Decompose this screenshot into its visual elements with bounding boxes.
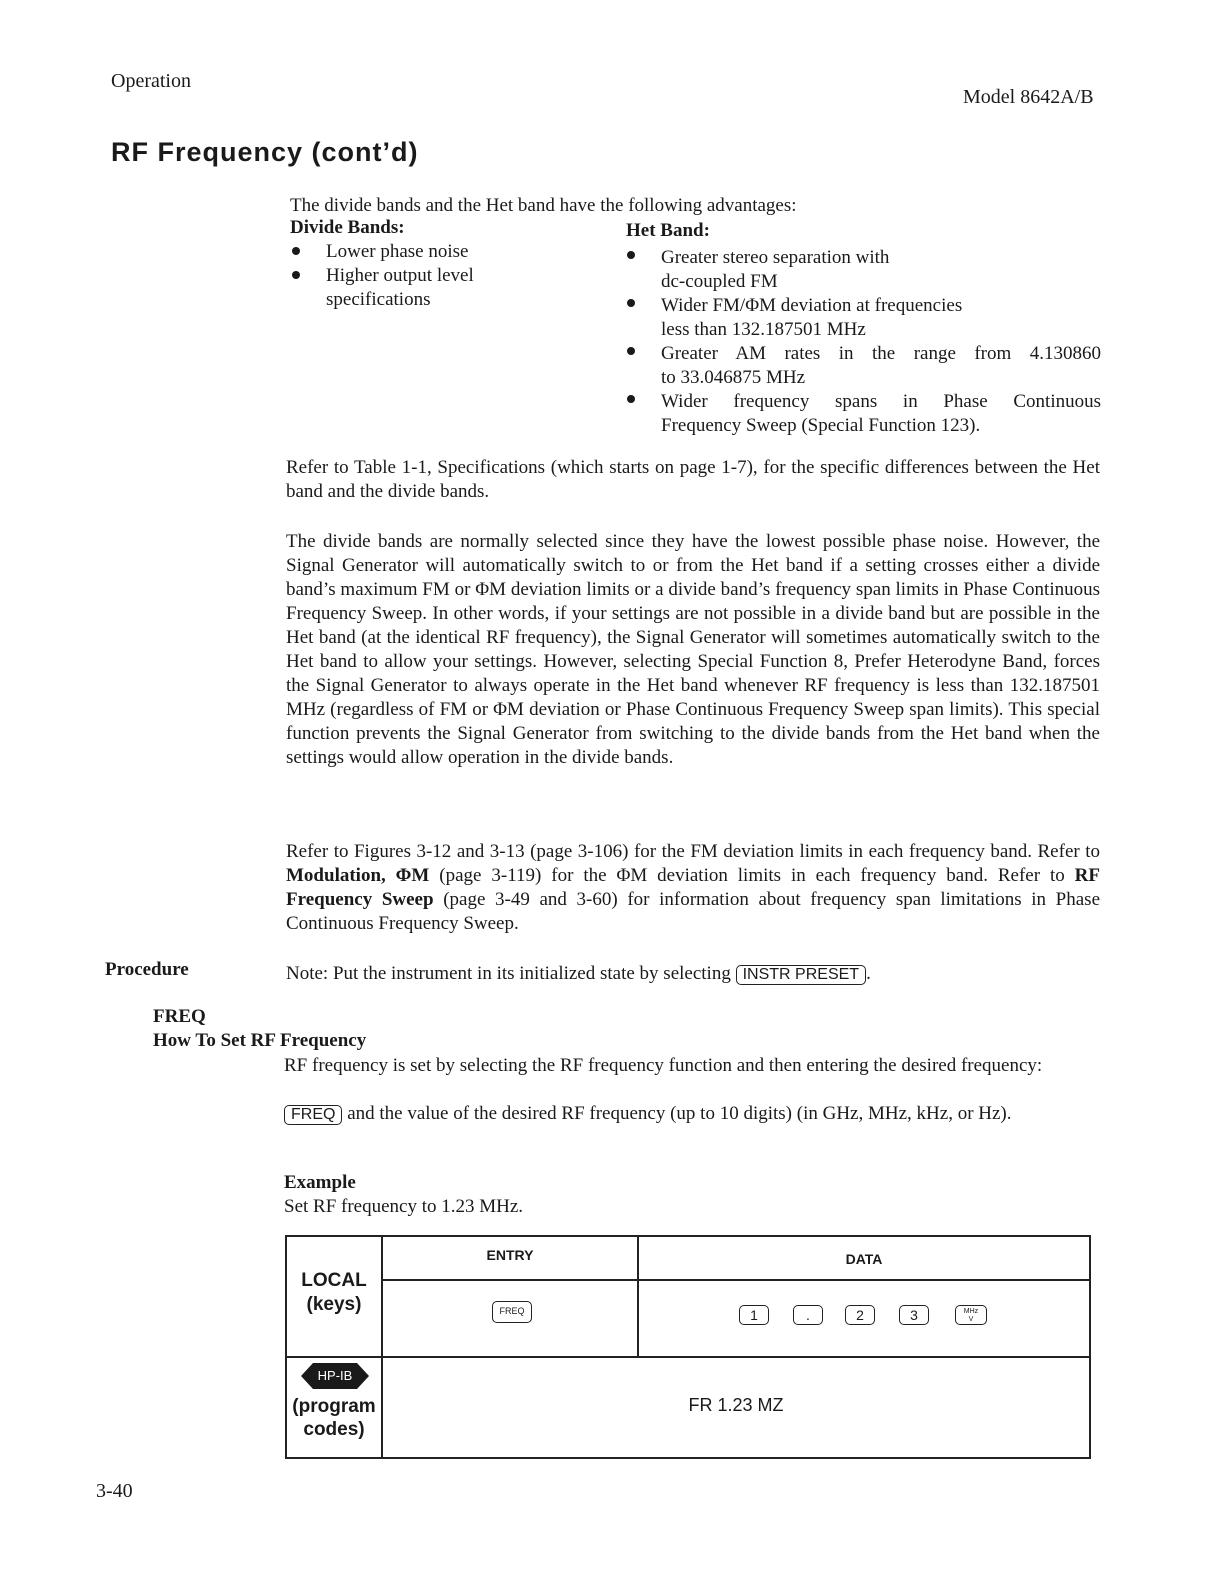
bullet-icon: [292, 271, 300, 279]
link-rf-frequency-sweep: RF Frequency Sweep: [286, 865, 1100, 910]
bullet-icon: [292, 247, 300, 255]
digit-key-3[interactable]: 3: [899, 1305, 929, 1325]
page-number: 3-40: [96, 1480, 133, 1502]
divide-bands-heading: Divide Bands:: [290, 217, 405, 238]
intro-text: The divide bands and the Het band have the following advantages:: [290, 195, 797, 216]
program-codes-label: [287, 1395, 381, 1441]
program-label: (program: [292, 1396, 376, 1417]
local-label: LOCAL: [301, 1270, 367, 1291]
mhz-unit-key-top: MHz: [963, 1308, 979, 1315]
divide-item-2-cont: specifications: [326, 289, 431, 310]
data-header: DATA: [845, 1251, 883, 1267]
divide-item-1: Lower phase noise: [326, 241, 469, 262]
mhz-unit-key-bottom: V: [968, 1316, 974, 1323]
entry-header: ENTRY: [486, 1247, 534, 1263]
het-item-3-cont: to 33.046875 MHz: [661, 367, 806, 388]
example-heading: Example: [284, 1172, 356, 1193]
digit-key-2[interactable]: 2: [845, 1305, 875, 1325]
local-keys-label: [287, 1269, 381, 1317]
para3-text-2: (page 3-119) for the ΦM deviation limits in each frequency band. Refer to: [429, 865, 1075, 886]
freq-key[interactable]: FREQ: [284, 1105, 342, 1125]
decimal-point-key[interactable]: .: [793, 1305, 823, 1325]
het-item-1: Greater stereo separation with: [661, 247, 890, 268]
bullet-icon: [627, 347, 635, 355]
freq-label: FREQ: [153, 1006, 206, 1027]
het-item-4-cont: Frequency Sweep (Special Function 123).: [661, 415, 981, 436]
link-modulation-phim: Modulation, ΦM: [286, 865, 430, 886]
het-item-2: Wider FM/ΦM deviation at frequencies: [661, 295, 963, 316]
codes-label: codes): [303, 1419, 365, 1440]
het-item-2-cont: less than 132.187501 MHz: [661, 319, 866, 340]
page-title: RF Frequency (cont’d): [111, 137, 419, 167]
para3-text-1: Refer to Figures 3-12 and 3-13 (page 3-106) for the FM deviation limits in each frequency band. Refer to: [286, 841, 1100, 862]
divide-item-2: Higher output level: [326, 265, 474, 286]
keys-label: (keys): [306, 1294, 362, 1315]
how-to-set-heading: How To Set RF Frequency: [153, 1030, 367, 1051]
instr-preset-key[interactable]: INSTR PRESET: [736, 965, 866, 985]
het-band-heading: Het Band:: [626, 220, 710, 241]
paragraph-references: [286, 840, 1100, 936]
freq-description-2: [284, 1102, 1094, 1126]
running-header-right: Model 8642A/B: [963, 86, 1094, 108]
paragraph-specifications: Refer to Table 1-1, Specifications (which starts on page 1-7), for the specific differences between the Het band and the divide bands.: [286, 457, 1100, 502]
het-item-3: Greater AM rates in the range from 4.130860: [661, 343, 1101, 364]
het-item-4: Wider frequency spans in Phase Continuous: [661, 391, 1101, 412]
procedure-label: Procedure: [105, 959, 189, 980]
digit-key-1[interactable]: 1: [739, 1305, 769, 1325]
para3-text-3: (page 3-49 and 3-60) for information about frequency span limitations in Phase Continuous Frequency Sweep.: [286, 889, 1101, 934]
paragraph-band-selection: The divide bands are normally selected since they have the lowest possible phase noise. However, the Signal Generator will automatically switch to or from the Het band if a setting crosses either a divide band’s maximum FM or ΦM deviation limits or a divide band’s frequency span limits in Phase Continuous Frequency Sweep. In other words, if your settings are not possible in a divide band but are possible in the Het band (at the identical RF frequency), the Signal Generator will sometimes automatically switch to the Het band to allow your settings. However, selecting Special Function 8, Prefer Heterodyne Band, forces the Signal Generator to always operate in the Het band whenever RF frequency is less than 132.187501 MHz (regardless of FM or ΦM deviation or Phase Continuous Frequency Sweep span limits). This special function prevents the Signal Generator from switching to the divide bands from the Het band when the settings would allow operation in the divide bands.: [286, 531, 1100, 768]
running-header-left: Operation: [111, 70, 191, 92]
procedure-note-text: Note: Put the instrument in its initialized state by selecting: [286, 963, 731, 984]
program-code: FR 1.23 MZ: [688, 1395, 784, 1415]
example-table: [285, 1235, 1091, 1459]
hp-ib-badge-label: HP-IB: [317, 1368, 353, 1383]
procedure-note-end: .: [866, 963, 871, 984]
het-item-1-cont: dc-coupled FM: [661, 271, 778, 292]
procedure-note: [286, 962, 871, 986]
bullet-icon: [627, 395, 635, 403]
mhz-unit-key[interactable]: [955, 1305, 987, 1325]
freq-description: RF frequency is set by selecting the RF frequency function and then entering the desired frequency:: [284, 1055, 1043, 1076]
bullet-icon: [627, 299, 635, 307]
freq-description-2-text: and the value of the desired RF frequency (up to 10 digits) (in GHz, MHz, kHz, or Hz).: [347, 1103, 1012, 1124]
freq-entry-key[interactable]: FREQ: [492, 1301, 532, 1323]
bullet-icon: [627, 251, 635, 259]
example-text: Set RF frequency to 1.23 MHz.: [284, 1196, 524, 1217]
